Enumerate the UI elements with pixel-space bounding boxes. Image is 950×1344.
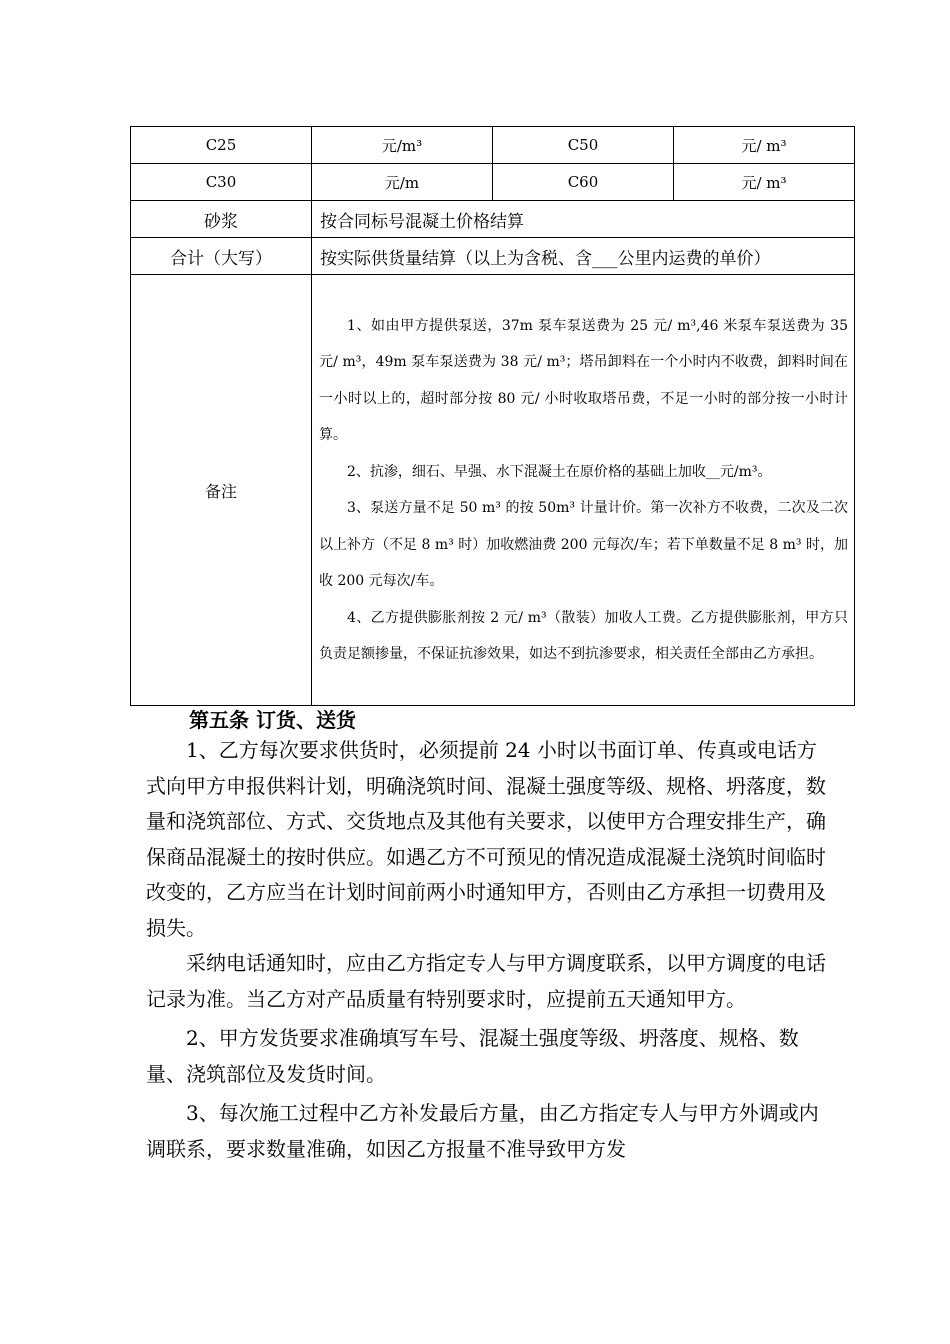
price-cell: 元/ m³	[674, 164, 855, 201]
remark-item: 2、抗渗，细石、早强、水下混凝土在原价格的基础上加收__元/m³。	[347, 463, 772, 480]
total-label: 合计（大写）	[131, 238, 312, 275]
table-row	[131, 275, 855, 706]
grade-cell: C60	[493, 164, 674, 201]
mortar-label: 砂浆	[131, 201, 312, 238]
section-body	[146, 708, 826, 1167]
paragraph: 2、甲方发货要求准确填写车号、混凝土强度等级、坍落度、规格、数量、浇筑部位及发货时间。	[146, 1026, 799, 1086]
price-cell: 元/m³	[312, 127, 493, 164]
remark-item: 4、乙方提供膨胀剂按 2 元/ m³（散装）加收人工费。乙方提供膨胀剂，甲方只负责足额掺量，不保证抗渗效果，如达不到抗渗要求，相关责任全部由乙方承担。	[319, 609, 848, 662]
paragraph: 3、每次施工过程中乙方补发最后方量，由乙方指定专人与甲方外调或内调联系，要求数量准确，如因乙方报量不准导致甲方发	[146, 1101, 819, 1161]
total-value: 按实际供货量结算（以上为含税、含___公里内运费的单价）	[312, 238, 855, 275]
grade-cell: C25	[131, 127, 312, 164]
price-cell: 元/ m³	[674, 127, 855, 164]
paragraph: 1、乙方每次要求供货时，必须提前 24 小时以书面订单、传真或电话方式向甲方申报供料计划，明确浇筑时间、混凝土强度等级、规格、坍落度，数量和浇筑部位、方式、交货地点及其他有关要求，以使甲方合理安排生产，确保商品混凝土的按时供应。如遇乙方不可预见的情况造成混凝土浇筑时间临时改变的，乙方应当在计划时间前两小时通知甲方，否则由乙方承担一切费用及损失。	[146, 738, 826, 940]
table-row	[131, 127, 855, 164]
grade-cell: C30	[131, 164, 312, 201]
grade-cell: C50	[493, 127, 674, 164]
price-table	[130, 126, 855, 706]
price-cell: 元/m	[312, 164, 493, 201]
table-row	[131, 238, 855, 275]
section-title: 第五条 订货、送货	[189, 708, 356, 732]
table-row	[131, 164, 855, 201]
remarks-label: 备注	[131, 275, 312, 706]
remarks-cell	[312, 275, 855, 706]
remark-item: 1、如由甲方提供泵送，37m 泵车泵送费为 25 元/ m³,46 米泵车泵送费为 35 元/ m³，49m 泵车泵送费为 38 元/ m³；塔吊卸料在一个小时内不收费，卸料时间在一小时以上的，超时部分按 80 元/ 小时收取塔吊费，不足一小时的部分按一小时计算。	[319, 317, 848, 443]
paragraph: 采纳电话通知时，应由乙方指定专人与甲方调度联系，以甲方调度的电话记录为准。当乙方对产品质量有特别要求时，应提前五天通知甲方。	[146, 951, 826, 1011]
remark-item: 3、泵送方量不足 50 m³ 的按 50m³ 计量计价。第一次补方不收费，二次及二次以上补方（不足 8 m³ 时）加收燃油费 200 元每次/车；若下单数量不足 8 m³ 时，加收 200 元每次/车。	[319, 500, 848, 589]
table-row	[131, 201, 855, 238]
mortar-value: 按合同标号混凝土价格结算	[312, 201, 855, 238]
